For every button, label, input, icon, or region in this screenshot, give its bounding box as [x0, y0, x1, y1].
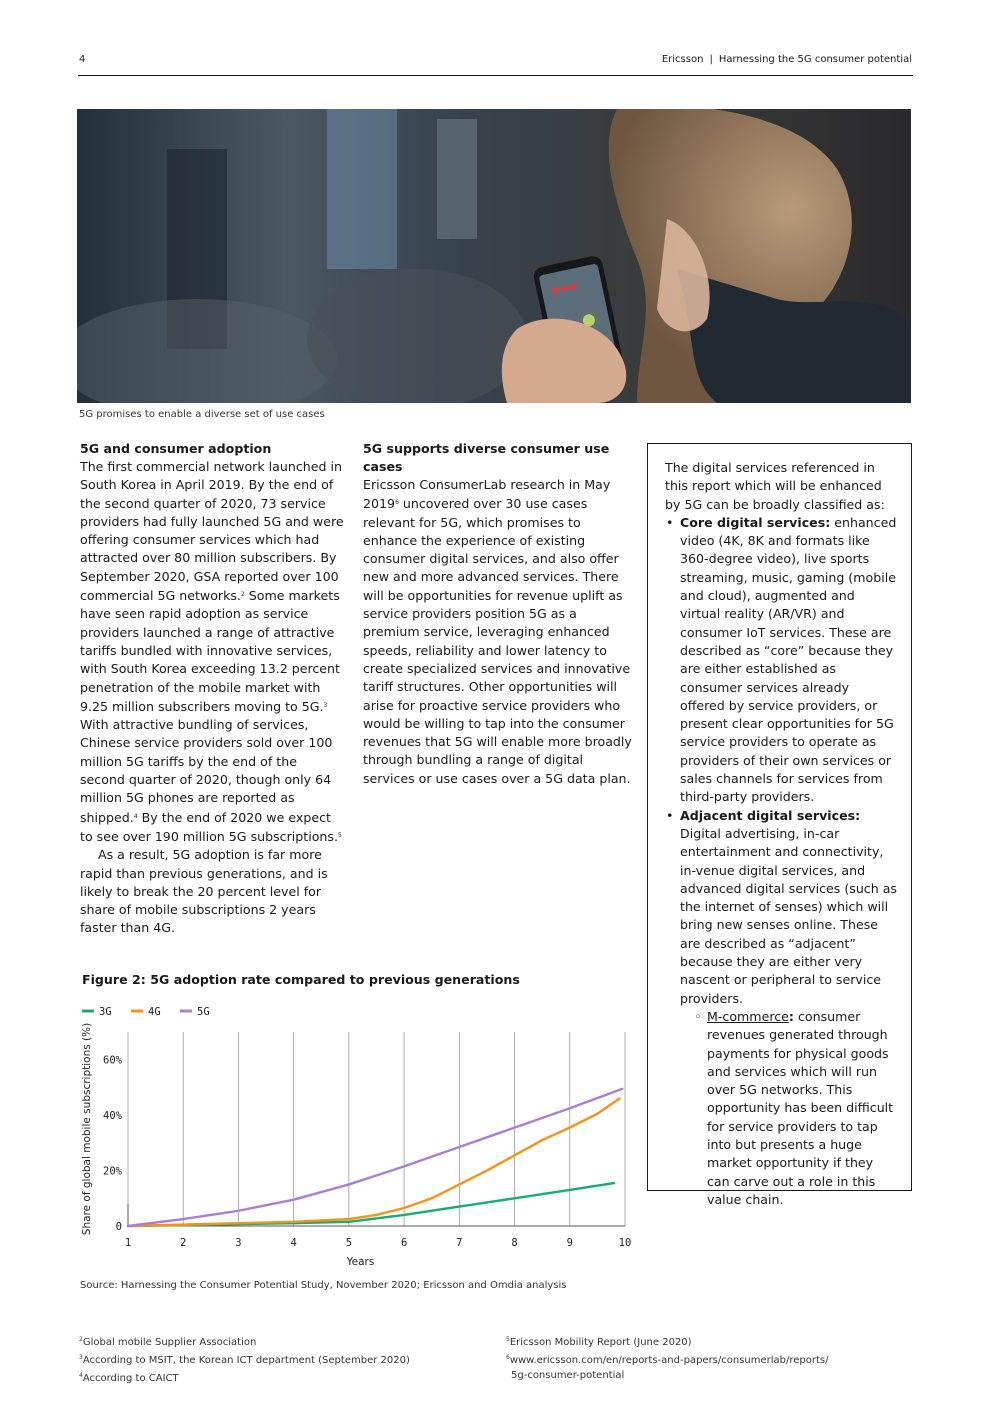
- list-item-label: Adjacent digital services:: [680, 807, 861, 823]
- footnote-number: 3: [79, 1354, 83, 1361]
- document-title: Harnessing the 5G consumer potential: [718, 54, 912, 65]
- hero-photo: [77, 109, 911, 403]
- footnotes-right: [506, 1332, 886, 1383]
- footnote: [79, 1332, 410, 1350]
- page-number: 4: [79, 54, 86, 65]
- footnote-number: 4: [79, 1372, 83, 1379]
- header-rule: [78, 75, 913, 76]
- series-line-5g: [128, 1089, 622, 1226]
- footnote-ref: 5: [337, 831, 342, 839]
- footnote-number: 5: [506, 1336, 510, 1343]
- x-tick-label: 5: [345, 1237, 353, 1249]
- text-run: Some markets have seen rapid adoption as service providers launched a range of attractive tariffs bundled with innovative services, with South Korea exceeding 13.2 percent penetration of the mobile market with 9.25 million subscribers moving to 5G.: [80, 588, 340, 714]
- footnote: [79, 1368, 410, 1386]
- list-item-text: Digital advertising, in-car entertainment and connectivity, in-venue digital services, and advanced digital services (such as the internet of senses) which will bring new senses online. These are described as “adjacent” because they are either very nascent or peripheral to service providers.: [680, 825, 897, 1006]
- paragraph: As a result, 5G adoption is far more rapid than previous generations, and is likely to break the 20 percent level for share of mobile subscriptions 2 years faster than 4G.: [80, 847, 328, 936]
- paragraph: [80, 458, 345, 846]
- y-tick-label: 0: [115, 1221, 122, 1233]
- section-consumer-adoption: [80, 440, 345, 938]
- y-tick-label: 20%: [103, 1165, 122, 1178]
- footnote: [506, 1350, 886, 1368]
- list-item: [665, 807, 897, 1210]
- brand-name: Ericsson: [661, 54, 704, 65]
- footnote-text: www.ericsson.com/en/reports-and-papers/consumerlab/reports/: [509, 1355, 829, 1366]
- x-tick-label: 6: [400, 1237, 408, 1249]
- services-list: [665, 514, 897, 1209]
- footnote-ref: 6: [395, 499, 399, 507]
- x-tick-label: 10: [618, 1237, 632, 1249]
- footnote-ref: 3: [323, 701, 328, 709]
- x-axis-label: Years: [346, 1256, 375, 1268]
- sidebar-intro: The digital services referenced in this report which will be enhanced by 5G can be broadly classified as:: [665, 460, 885, 512]
- sub-list-item: [680, 1008, 897, 1209]
- y-tick-label: 60%: [103, 1054, 122, 1067]
- adoption-line-chart: [76, 996, 636, 1271]
- footnote-number: 2: [79, 1336, 83, 1343]
- footnote-text: 5g-consumer-potential: [511, 1370, 625, 1381]
- footnotes-left: [79, 1332, 410, 1386]
- x-tick-label: 2: [180, 1237, 187, 1249]
- y-axis-label: Share of global mobile subscriptions (%): [81, 1022, 93, 1236]
- figure-title: Figure 2: 5G adoption rate compared to previous generations: [82, 972, 520, 987]
- header-separator: |: [709, 54, 713, 65]
- footnote: [506, 1332, 886, 1350]
- x-tick-label: 9: [566, 1237, 573, 1249]
- footnote-text: According to CAICT: [82, 1373, 179, 1384]
- text-run: uncovered over 30 use cases relevant for 5G, which promises to enhance the experience of existing consumer digital services, and also offer new and more advanced services. There will be opportunities for revenue uplift as service providers position 5G as a premium service, leveraging enhanced speeds, reliability and lower latency to create specialized services and innovative tariff structures. Other opportunities will arise for proactive service providers who would be willing to tap into the consumer revenues that 5G will enable more broadly through bundling a range of digital services or use cases over a 5G data plan.: [363, 496, 632, 786]
- sub-item-label: M-commerce: [707, 1008, 789, 1024]
- footnote-text: Global mobile Supplier Association: [82, 1337, 257, 1348]
- y-tick-label: 40%: [103, 1110, 122, 1123]
- paragraph: [363, 476, 633, 788]
- sub-item-colon: :: [788, 1008, 794, 1024]
- section-heading: 5G supports diverse consumer use cases: [363, 441, 610, 474]
- figure-source: Source: Harnessing the Consumer Potential Study, November 2020; Ericsson and Omdia analysis: [80, 1280, 567, 1291]
- text-run: Ericsson ConsumerLab research in May 2019: [363, 477, 611, 512]
- legend-label-3g: 3G: [99, 1006, 112, 1018]
- footnote: [506, 1368, 886, 1383]
- x-tick-label: 1: [124, 1237, 132, 1249]
- footnote-ref: 4: [133, 812, 138, 820]
- footnote-text: Ericsson Mobility Report (June 2020): [509, 1337, 692, 1348]
- footnote-number: 6: [506, 1354, 510, 1361]
- list-item-label: Core digital services:: [680, 514, 831, 530]
- list-item: [665, 514, 897, 807]
- sub-item-text: consumer revenues generated through payments for physical goods and services which will run over 5G networks. This opportunity has been difficult for service providers to tap into but presents a huge market opportunity if they can carve out a role in this value chain.: [707, 1008, 894, 1207]
- digital-services-sidebar: [647, 443, 912, 1207]
- text-run: By the end of 2020 we expect to see over 190 million 5G subscriptions.: [80, 809, 338, 844]
- footnote-text: According to MSIT, the Korean ICT department (September 2020): [82, 1355, 410, 1366]
- x-tick-label: 4: [290, 1237, 297, 1249]
- section-use-cases: [363, 440, 633, 788]
- series-line-3g: [128, 1183, 614, 1226]
- legend-label-5g: 5G: [197, 1006, 210, 1018]
- section-heading: 5G and consumer adoption: [80, 441, 272, 456]
- footnote-ref: 2: [240, 591, 245, 599]
- text-run: With attractive bundling of services, Chinese service providers sold over 100 million 5G tariffs by the end of the second quarter of 2020, though only 64 million 5G phones are reported as shipped.: [80, 717, 333, 825]
- legend-label-4g: 4G: [148, 1006, 161, 1018]
- text-run: The first commercial network launched in South Korea in April 2019. By the end of the second quarter of 2020, 73 service providers had fully launched 5G and were offering consumer services which had attracted over 80 million subscribers. By September 2020, GSA reported over 100 commercial 5G networks.: [80, 459, 344, 604]
- footnote: [79, 1350, 410, 1368]
- photo-caption: 5G promises to enable a diverse set of use cases: [79, 409, 325, 420]
- x-tick-label: 8: [511, 1237, 518, 1249]
- list-item-text: enhanced video (4K, 8K and formats like 360-degree video), live sports streaming, music, gaming (mobile and cloud), augmented and virtual reality (AR/VR) and consumer IoT services. These are described as “core” because they are either established as consumer services already offered by service providers, or present clear opportunities for 5G service providers to operate as providers of their own services or sales channels for services from third-party providers.: [680, 514, 897, 805]
- running-header: [662, 54, 912, 65]
- x-tick-label: 3: [235, 1237, 242, 1249]
- x-tick-label: 7: [456, 1237, 463, 1249]
